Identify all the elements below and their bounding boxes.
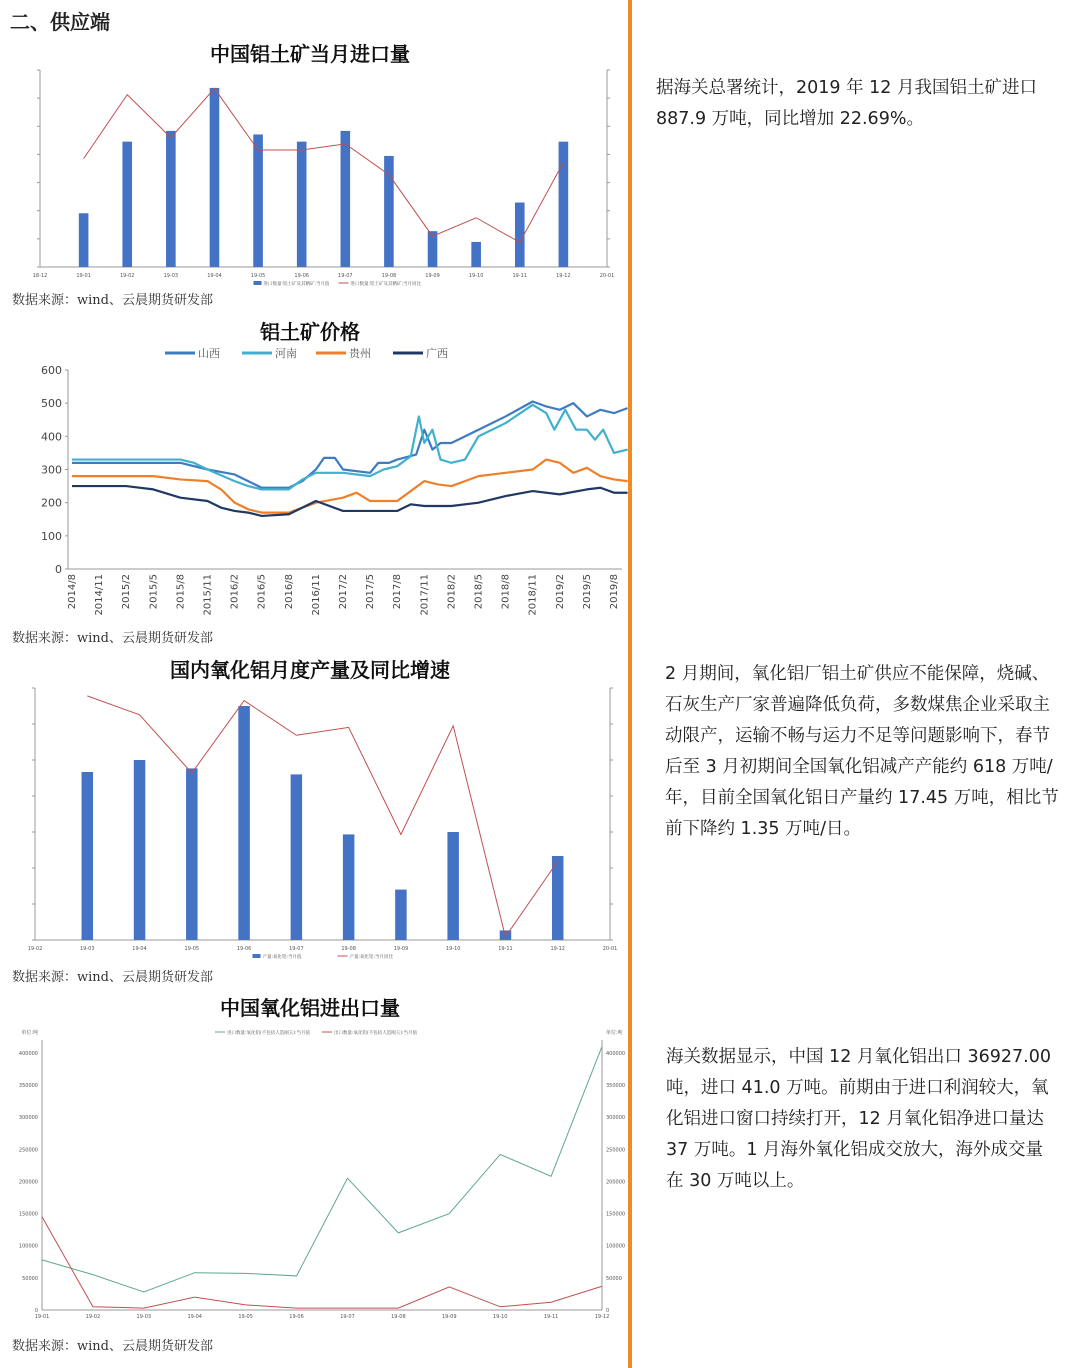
legend-label-bar: 进口数量:铝土矿及其精矿:当月值	[263, 282, 330, 287]
y-tick-label-right: 50000	[606, 1275, 622, 1282]
y-tick-label-left: 300000	[18, 1115, 38, 1122]
y-tick-label-right: 400000	[606, 1050, 626, 1057]
bar-19-02	[122, 142, 132, 267]
x-tick-label: 19-03	[80, 946, 95, 952]
source-note-2: 数据来源：wind、云晨期货研发部	[12, 631, 213, 646]
y-tick-label: 500	[41, 397, 62, 411]
series-line-exports	[42, 1217, 602, 1308]
x-tick-label: 2018/11	[527, 574, 539, 616]
y-tick-label: 0	[55, 563, 62, 576]
y-tick-label-right: 150000	[606, 1211, 626, 1218]
bar-19-11	[515, 203, 525, 267]
bar-19-06	[297, 142, 307, 267]
bar-19-09	[395, 890, 407, 940]
x-edge-label: 20-01	[599, 273, 615, 279]
series-line-yoy	[84, 88, 564, 242]
legend-label-山西: 山西	[198, 347, 220, 360]
x-tick-label: 2019/2	[554, 574, 566, 610]
y-tick-label-right: 250000	[606, 1147, 626, 1154]
x-tick-label: 19-10	[468, 273, 484, 279]
x-tick-label: 19-07	[340, 1314, 355, 1320]
source-note-3: 数据来源：wind、云晨期货研发部	[12, 970, 213, 985]
paragraph-alumina-trade: 海关数据显示，中国 12 月氧化铝出口 36927.00 吨，进口 41.0 万吨。前期由于进口利润较大，氧化铝进口窗口持续打开，12 月氧化铝净进口量达 37 万吨。1 月海外氧化铝成交放大，海外成交量在 30 万吨以上。	[666, 1047, 1051, 1191]
y-tick-label: 200	[41, 496, 62, 510]
bar-19-10	[471, 242, 481, 267]
x-tick-label: 19-06	[236, 946, 252, 952]
legend-swatch-bar	[254, 281, 262, 285]
x-tick-label: 2017/5	[365, 574, 377, 610]
x-tick-label: 19-09	[442, 1314, 457, 1320]
x-tick-label: 2014/8	[67, 574, 78, 610]
y-tick-label-right: 200000	[606, 1179, 626, 1186]
x-tick-label: 19-04	[187, 1314, 202, 1320]
chart-alumina-trade	[10, 1022, 625, 1322]
bar-19-01	[79, 213, 89, 267]
y-tick-label-right: 0	[606, 1308, 610, 1314]
x-tick-label: 2018/2	[446, 574, 458, 610]
y-tick-label-left: 200000	[18, 1179, 38, 1186]
x-tick-label: 19-08	[391, 1314, 406, 1320]
section-heading: 二、供应端	[10, 10, 110, 34]
x-tick-label: 19-08	[341, 946, 356, 952]
x-tick-label: 2018/8	[500, 574, 512, 610]
bar-19-03	[166, 131, 176, 267]
x-tick-label: 19-02	[85, 1314, 101, 1320]
x-tick-label: 19-12	[550, 946, 565, 952]
x-tick-label: 19-06	[289, 1314, 304, 1320]
x-tick-label: 19-07	[338, 273, 353, 279]
bar-19-05	[253, 134, 263, 267]
legend-swatch-bar	[253, 954, 261, 958]
x-tick-label: 19-05	[250, 273, 266, 279]
x-tick-label: 2017/11	[419, 574, 431, 616]
x-tick-label: 19-03	[136, 1314, 152, 1320]
legend-label-贵州: 贵州	[349, 347, 371, 360]
x-tick-label: 19-05	[184, 946, 200, 952]
x-tick-label: 2015/2	[121, 574, 133, 610]
x-tick-label: 2014/11	[94, 574, 106, 616]
y-tick-label-left: 50000	[22, 1275, 38, 1282]
bar-19-04	[210, 88, 220, 267]
series-line-广西	[72, 486, 628, 516]
legend-label-广西: 广西	[426, 347, 448, 360]
bar-19-04	[134, 760, 146, 940]
y-tick-label-left: 250000	[18, 1147, 38, 1154]
unit-label-right: 单位:吨	[606, 1030, 623, 1036]
x-tick-label: 19-12	[556, 273, 571, 279]
paragraph-alumina-output: 2 月期间，氧化铝厂铝土矿供应不能保障，烧碱、石灰生产厂家普遍降低负荷，多数煤焦企业采取主动限产，运输不畅与运力不足等问题影响下，春节后至 3 月初期间全国氧化铝减产产能约 618 万吨/年，目前全国氧化铝日产量约 17.45 万吨，相比节前下降约 1.35 万吨/日。	[665, 664, 1059, 839]
y-tick-label-right: 350000	[606, 1083, 626, 1089]
bar-19-08	[343, 834, 355, 940]
x-tick-label: 19-10	[492, 1314, 508, 1320]
series-line-imports	[42, 1046, 602, 1292]
y-tick-label-left: 100000	[18, 1243, 38, 1250]
legend-label-line: 产量:氧化铝:当月同比	[349, 955, 394, 960]
y-tick-label-left: 0	[34, 1308, 38, 1314]
x-tick-label: 19-01	[34, 1314, 50, 1320]
x-tick-label: 2015/5	[148, 574, 160, 610]
x-tick-label: 19-02	[119, 273, 135, 279]
bar-19-10	[447, 832, 459, 940]
chart-bauxite-price	[10, 340, 625, 620]
x-tick-label: 2016/8	[283, 574, 295, 610]
bar-19-05	[186, 768, 198, 940]
x-tick-label: 19-09	[425, 273, 440, 279]
x-tick-label: 2015/8	[175, 574, 187, 610]
x-tick-label: 2017/8	[392, 574, 404, 610]
legend-label-bar: 产量:氧化铝:当月值	[262, 955, 302, 960]
x-edge-label: 19-02	[27, 946, 43, 952]
source-note-4: 数据来源：wind、云晨期货研发部	[12, 1339, 213, 1354]
bar-19-12	[552, 856, 564, 940]
series-line-贵州	[72, 460, 628, 513]
y-tick-label: 400	[41, 430, 62, 444]
x-edge-label: 18-12	[32, 273, 48, 279]
bar-19-12	[559, 142, 569, 267]
legend-label: 出口数量:氧化铝(不包括人造刚玉):当月值	[334, 1031, 418, 1036]
bar-19-07	[291, 774, 303, 940]
y-tick-label-right: 300000	[606, 1115, 626, 1122]
x-tick-label: 2019/8	[609, 574, 620, 610]
x-tick-label: 2015/11	[202, 574, 214, 616]
unit-label-left: 单位:吨	[21, 1030, 38, 1036]
x-tick-label: 19-01	[76, 273, 91, 279]
x-tick-label: 19-11	[498, 946, 513, 952]
y-tick-label-left: 400000	[18, 1050, 38, 1057]
x-tick-label: 2016/2	[229, 574, 241, 610]
chart-bauxite-imports	[10, 62, 620, 287]
y-tick-label: 600	[41, 364, 62, 377]
x-tick-label: 19-12	[594, 1314, 610, 1320]
x-tick-label: 2018/5	[473, 574, 485, 610]
series-line-山西	[72, 402, 628, 488]
x-tick-label: 19-10	[445, 946, 461, 952]
x-tick-label: 19-08	[381, 273, 397, 279]
x-tick-label: 19-03	[163, 273, 179, 279]
x-edge-label: 20-01	[602, 946, 618, 952]
x-tick-label: 19-05	[238, 1314, 253, 1320]
column-divider	[628, 0, 632, 1368]
y-tick-label: 100	[41, 529, 62, 543]
x-tick-label: 2016/11	[310, 574, 322, 616]
x-tick-label: 19-11	[512, 273, 528, 279]
x-tick-label: 19-09	[393, 946, 409, 952]
y-tick-label-left: 350000	[18, 1083, 38, 1089]
chart-title-alumina-trade: 中国氧化铝进出口量	[220, 996, 400, 1020]
legend-label: 进口数量:氧化铝(不包括人造刚玉):当月值	[227, 1031, 311, 1036]
chart-alumina-output	[10, 680, 625, 962]
x-tick-label: 19-11	[543, 1314, 559, 1320]
chart-title-bauxite-imports: 中国铝土矿当月进口量	[210, 42, 410, 66]
x-tick-label: 19-07	[289, 946, 304, 952]
legend-label-河南: 河南	[275, 347, 297, 360]
y-tick-label: 300	[41, 463, 62, 477]
legend-label-line: 进口数量:铝土矿及其精矿:当月同比	[350, 282, 422, 287]
x-tick-label: 2016/5	[256, 574, 268, 610]
x-tick-label: 19-06	[294, 273, 309, 279]
bar-19-06	[238, 706, 250, 940]
y-tick-label-left: 150000	[18, 1211, 38, 1218]
x-tick-label: 2019/5	[581, 574, 593, 610]
chart-title-bauxite-price: 铝土矿价格	[260, 320, 360, 344]
bar-19-07	[341, 131, 351, 267]
chart-title-alumina-output: 国内氧化铝月度产量及同比增速	[170, 658, 450, 682]
paragraph-bauxite-imports: 据海关总署统计，2019 年 12 月我国铝土矿进口 887.9 万吨，同比增加 22.69%。	[656, 78, 1037, 129]
y-tick-label-right: 100000	[606, 1243, 626, 1250]
series-line-yoy	[87, 696, 557, 937]
x-tick-label: 2017/2	[338, 574, 349, 610]
bar-19-03	[82, 772, 94, 940]
x-tick-label: 19-04	[207, 273, 222, 279]
source-note-1: 数据来源：wind、云晨期货研发部	[12, 293, 213, 308]
x-tick-label: 19-04	[132, 946, 147, 952]
